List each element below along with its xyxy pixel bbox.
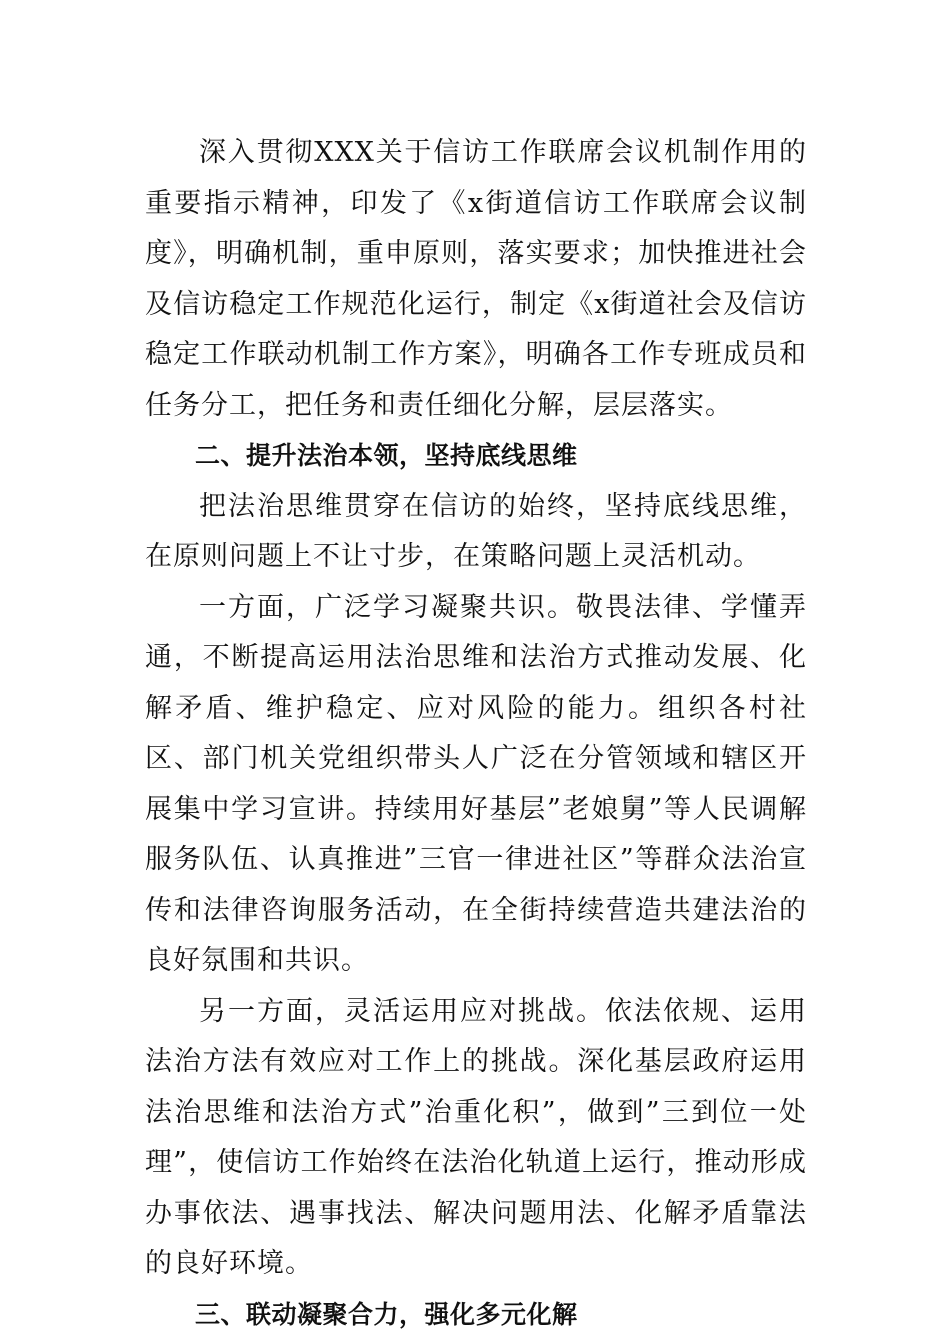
section-heading-rule-of-law: 二、提升法治本领，坚持底线思维 [195,441,578,470]
section-heading-joint-action: 三、联动凝聚合力，强化多元化解 [195,1299,578,1329]
document-body [145,128,807,1340]
paragraph-flexible-response: 另一方面，灵活运用应对挑战。依法依规、运用法治方法有效应对工作上的挑战。深化基层政府运用法治思维和法治方式”治重化积”，做到”三到位一处理”，使信访工作始终在法治化轨道上运行，推动形成办事依法、遇事找法、解决问题用法、化解矛盾靠法的良好环境。 [145,995,807,1279]
paragraph-rule-of-law-thinking: 把法治思维贯穿在信访的始终，坚持底线思维，在原则问题上不让寸步，在策略问题上灵活机动。 [145,490,807,572]
paragraph-broad-learning: 一方面，广泛学习凝聚共识。敬畏法律、学懂弄通，不断提高运用法治思维和法治方式推动发展、化解矛盾、维护稳定、应对风险的能力。组织各村社区、部门机关党组织带头人广泛在分管领域和辖区开展集中学习宣讲。持续用好基层”老娘舅”等人民调解服务队伍、认真推进”三官一律进社区”等群众法治宣传和法律咨询服务活动，在全街持续营造共建法治的良好氛围和共识。 [145,591,807,976]
paragraph-joint-meeting-mechanism: 深入贯彻XXX关于信访工作联席会议机制作用的重要指示精神，印发了《x街道信访工作联席会议制度》，明确机制，重申原则，落实要求；加快推进社会及信访稳定工作规范化运行，制定《x街道社会及信访稳定工作联动机制工作方案》，明确各工作专班成员和任务分工，把任务和责任细化分解，层层落实。 [145,137,807,421]
